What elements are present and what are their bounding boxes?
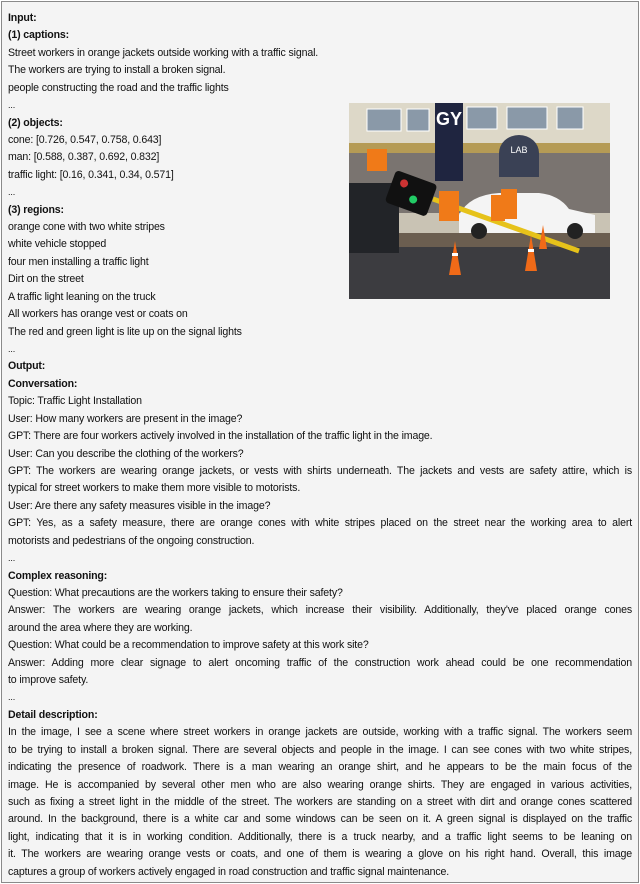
text-line: Topic: Traffic Light Installation [8,395,142,408]
conversation-heading: Conversation: [8,377,78,390]
region-line: Dirt on the street [8,273,84,286]
ellipsis: ... [8,692,16,703]
conversation-lines [8,393,632,550]
text-line: indicating the presence of roadwork. There is a man wearing an orange shirt, and he appears to be the main focus of the [8,761,632,774]
text-line: image. He is accompanied by several other men who are also wearing orange shirts. They are engaged in various activities, [8,778,632,791]
complex-reasoning-heading: Complex reasoning: [8,569,108,582]
text-line: User: Are there any safety measures visible in the image? [8,499,271,512]
captions-heading: (1) captions: [8,29,70,42]
complex-reasoning-lines [8,585,632,690]
region-line: four men installing a traffic light [8,255,149,268]
text-line: Question: What could be a recommendation to improve safety at this work site? [8,639,369,652]
text-line: around the area where they are working. [8,621,193,634]
text-line: typical for street workers to make them more visible to motorists. [8,482,301,495]
detail-description-heading: Detail description: [8,708,98,721]
text-line: it. The workers are wearing orange vests or coats, and one of them is wearing a glove on his right hand. Overall, this image [8,848,632,861]
text-line: In the image, I see a scene where street workers in orange jackets are outside, working with a traffic signal. The workers seem [8,726,632,739]
text-line: GPT: Yes, as a safety measure, there are orange cones with white stripes placed on the street near the working area to alert [8,517,632,530]
text-line: light, indicating that it is in working condition. Additionally, there is a truck nearby, and a traffic light seems to be leaning on [8,830,632,843]
text-line: captures a group of workers actively engaged in road construction and traffic signal maintenance. [8,865,450,878]
caption-line: Street workers in orange jackets outside working with a traffic signal. [8,46,319,59]
caption-line: The workers are trying to install a broken signal. [8,64,226,77]
text-line: to be trying to install a broken signal. There are several objects and people in the image. I can see cones with two white stripes, [8,743,632,756]
ellipsis: ... [8,553,16,564]
text-line: to improve safety. [8,674,89,687]
text-line: GPT: The workers are wearing orange jackets, or vests with shirts underneath. The jackets and vests are safety attire, which is [8,464,632,477]
object-line: cone: [0.726, 0.547, 0.758, 0.643] [8,133,162,146]
region-line: orange cone with two white stripes [8,221,165,234]
text-line: around. In the background, there is a white car and some windows can be seen on it. A green signal is displayed on the traffic [8,813,632,826]
region-line: A traffic light leaning on the truck [8,290,156,303]
text-line: motorists and pedestrians of the ongoing construction. [8,534,255,547]
text-line: User: Can you describe the clothing of the workers? [8,447,244,460]
object-line: man: [0.588, 0.387, 0.692, 0.832] [8,151,160,164]
output-heading: Output: [8,360,46,373]
ellipsis: ... [8,344,16,355]
sign-letter-g: GY [435,109,463,129]
region-line: white vehicle stopped [8,238,107,251]
object-line: traffic light: [0.16, 0.341, 0.34, 0.571] [8,168,174,181]
regions-heading: (3) regions: [8,203,64,216]
text-line: Answer: Adding more clear signage to alert oncoming traffic of the construction work ahead could be one recommendation [8,656,632,669]
detail-description-lines [8,724,632,881]
ellipsis: ... [8,100,16,111]
region-line: The red and green light is lite up on the signal lights [8,325,242,338]
caption-line: people constructing the road and the traffic lights [8,81,229,94]
input-heading: Input: [8,12,37,24]
text-line: GPT: There are four workers actively involved in the installation of the traffic light in the image. [8,430,433,443]
text-line: Question: What precautions are the workers taking to ensure their safety? [8,586,343,599]
street-workers-photo [349,103,610,299]
text-line: User: How many workers are present in the image? [8,412,243,425]
text-line: Answer: The workers are wearing orange jackets, which increase their visibility. Additionally, they've placed orange cones [8,604,632,617]
text-line: such as fixing a street light in the middle of the street. The workers are standing on a street with dirt and orange cones scattered [8,795,632,808]
objects-heading: (2) objects: [8,116,63,129]
svg-text:LAB: LAB [510,145,528,155]
ellipsis: ... [8,187,16,198]
region-line: All workers has orange vest or coats on [8,308,188,321]
